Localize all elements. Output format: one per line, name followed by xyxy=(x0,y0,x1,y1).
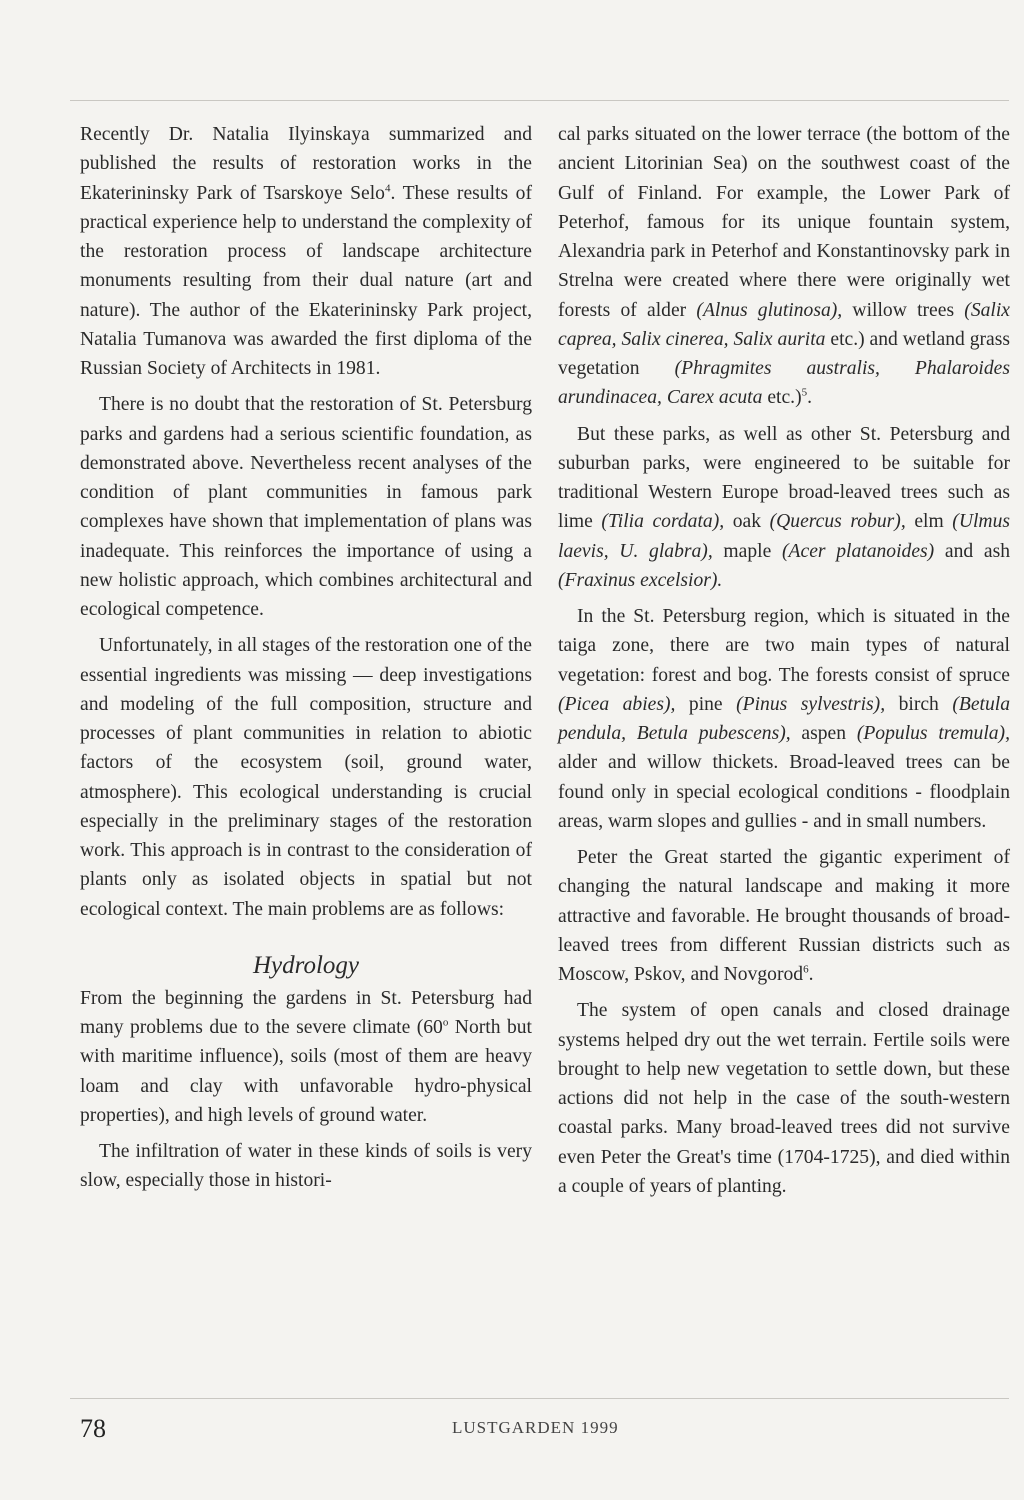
text-span: But these parks, as well as other St. Petersburg and suburban parks, were engineered to be suitable for traditional Western Europe broad-leaved trees such as lime xyxy=(558,423,1010,533)
species-name: (Alnus glutinosa), xyxy=(696,299,843,321)
species-name: (Salix caprea, Salix cinerea, Salix aurita xyxy=(558,299,1010,350)
text-span: pine xyxy=(675,693,737,715)
text-span: . xyxy=(807,387,813,409)
paragraph xyxy=(558,602,1010,836)
paragraph: There is no doubt that the restoration of St. Petersburg parks and gardens had a serious scientific foundation, as demonstrated above. Nevertheless recent analyses of the condition of plant communities in famous park complexes have shown that implementation of plans was inadequate. This reinforces the importance of using a new holistic approach, which combines architectural and ecological competence. xyxy=(80,394,532,620)
paragraph: The system of open canals and closed drainage systems helped dry out the wet terrain. Fertile soils were brought to help new vegetation to settle down, but these actions did not help in the case of the south-western coastal parks. Many broad-leaved trees did not survive even Peter the Great's time (1704-1725), and died within a couple of years of planting. xyxy=(558,1000,1010,1197)
species-name: (Picea abies), xyxy=(558,693,676,715)
text-span: North but with maritime influence), soils (most of them are heavy loam and clay with unfavorable hydro-physical properties), and high levels of ground water. xyxy=(80,1017,532,1126)
species-name: (Ulmus laevis, U. glabra), xyxy=(558,511,1010,562)
species-name: (Fraxinus excelsior). xyxy=(558,569,723,591)
footer-rule xyxy=(70,1398,1009,1399)
text-span: . These results of practical experience help to understand the complexity of the restoration process of landscape architecture monuments resulting from their dual nature (art and nature). The author of the Ekaterininsky Park project, Natalia Tumanova was awarded the first diploma of the Russian Society of Architects in 1981. xyxy=(80,182,532,379)
paragraph xyxy=(80,984,532,1130)
text-span: maple xyxy=(712,540,783,562)
paragraph xyxy=(558,843,1010,989)
text-span: Recently Dr. Natalia Ilyinskaya summarized and published the results of restoration works in the Ekaterininsky Park of Tsarskoye Selo xyxy=(80,124,532,204)
text-span: birch xyxy=(885,693,953,715)
species-name: (Phragmites australis, Phalaroides arundinacea, Carex acuta xyxy=(558,358,1010,409)
paragraph xyxy=(80,120,532,383)
text-span: alder and willow thickets. Broad-leaved trees can be found only in special ecological conditions - floodplain areas, warm slopes and gullies - and in small numbers. xyxy=(558,752,1010,832)
text-span: elm xyxy=(905,511,953,533)
text-span: etc.) xyxy=(762,387,802,409)
paragraph: The infiltration of water in these kinds of soils is very slow, especially those in histori- xyxy=(80,1141,532,1192)
text-span: In the St. Petersburg region, which is situated in the taiga zone, there are two main types of natural vegetation: forest and bog. The forests consist of spruce xyxy=(558,606,1010,686)
paragraph: Unfortunately, in all stages of the restoration one of the essential ingredients was missing — deep investigations and modeling of the full composition, structure and processes of plant communities in relation to abiotic factors of the ecosystem (soil, ground water, atmosphere). This ecological understanding is crucial especially in the preliminary stages of the restoration work. This approach is in contrast to the consideration of plants only as isolated objects in spatial but not ecological context. The main problems are as follows: xyxy=(80,635,532,920)
footnote-ref: 6 xyxy=(803,963,809,976)
paragraph xyxy=(558,420,1010,596)
header-rule xyxy=(70,100,1009,101)
section-heading: Hydrology xyxy=(253,951,359,979)
text-span: From the beginning the gardens in St. Petersburg had many problems due to the severe climate (60 xyxy=(80,987,532,1038)
species-name: (Tilia cordata), xyxy=(601,511,725,533)
left-column xyxy=(80,120,532,1203)
text-span: cal parks situated on the lower terrace (the bottom of the ancient Litorinian Sea) on the southwest coast of the Gulf of Finland. For example, the Lower Park of Peterhof, famous for its unique fountain system, Alexandria park in Peterhof and Konstantinovsky park in Strelna were created where there were originally wet forests of alder xyxy=(558,124,1010,321)
text-span: and ash xyxy=(934,540,1010,562)
page-number: 78 xyxy=(80,1414,106,1443)
text-span: Peter the Great started the gigantic experiment of changing the natural landscape and making it more attractive and favorable. He brought thousands of broad-leaved trees from different Russian districts such as Moscow, Pskov, and Novgorod xyxy=(558,847,1010,985)
footnote-ref: 5 xyxy=(801,386,808,399)
footnote-ref: 4 xyxy=(384,181,391,194)
species-name: (Quercus robur), xyxy=(769,511,906,533)
species-name: (Betula pendula, Betula pubescens), xyxy=(558,693,1011,744)
text-span: willow trees xyxy=(842,299,965,321)
running-footer: LUSTGARDEN 1999 xyxy=(452,1418,619,1437)
paragraph xyxy=(558,120,1010,413)
right-column xyxy=(558,120,1010,1208)
text-span: oak xyxy=(724,511,770,533)
footnote-ref: o xyxy=(442,1016,449,1029)
text-span: etc.) and wetland grass vegetation xyxy=(558,328,1010,379)
species-name: (Acer platanoides) xyxy=(782,540,935,562)
text-span: . xyxy=(808,964,814,985)
species-name: (Populus tremula), xyxy=(856,723,1010,744)
species-name: (Pinus sylvestris), xyxy=(736,693,886,715)
text-span: aspen xyxy=(790,723,857,744)
